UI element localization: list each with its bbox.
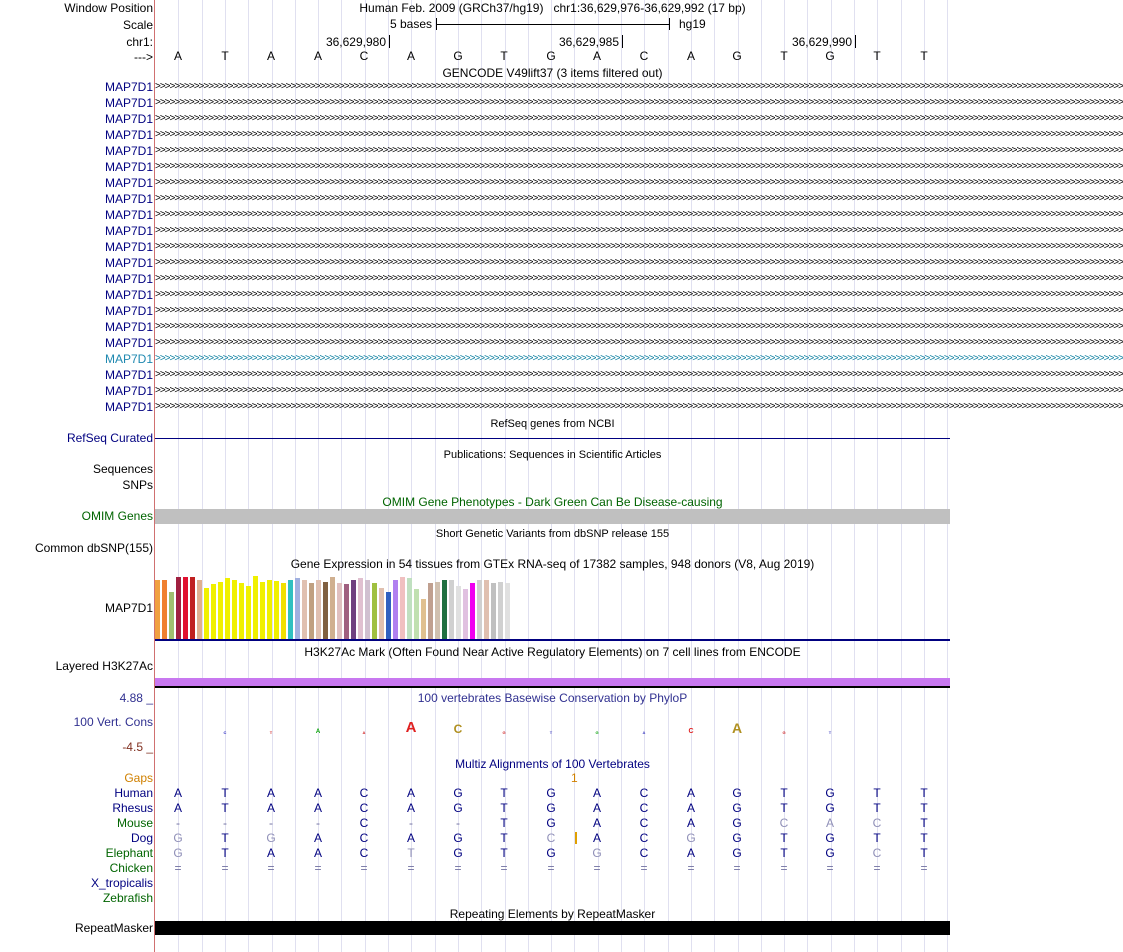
alignment-base: A xyxy=(686,816,695,830)
alignment-base: T xyxy=(780,831,788,845)
dbsnp-track-label[interactable]: Common dbSNP(155) xyxy=(34,541,153,555)
gtex-tissue-bar[interactable] xyxy=(190,577,195,639)
species-label[interactable]: Rhesus xyxy=(112,801,153,815)
gencode-transcript[interactable]: >>>>>>>>>>>>>>>>>>>>>>>>>>>>>>>>>>>>>>>>>>>>>>>>>>>>>>>>>>>>>>>>>>>>>>>>>>>>>>>>>>>>>>>>>>>>>>>>>>>>>>>>>>>>>>>>>>>>>>>>>>>>>>>>>>>>>>>>>>>>>>>>>>>>>>>>>>>>>>>>>>>>>>>>>>>>>>>>>>>>>>>>>>>>>>>>>>>>>>>> xyxy=(155,97,1123,108)
refseq-track-label[interactable]: RefSeq Curated xyxy=(66,431,153,445)
species-label[interactable]: Zebrafish xyxy=(102,891,153,905)
alignment-base: A xyxy=(173,786,182,800)
h3k27ac-baseline xyxy=(155,686,950,688)
phylop-track-title: 100 vertebrates Basewise Conservation by PhyloP xyxy=(417,691,688,705)
h3k27ac-track-label[interactable]: Layered H3K27Ac xyxy=(55,659,153,673)
gtex-tissue-bar[interactable] xyxy=(218,582,223,639)
gencode-item-label[interactable]: MAP7D1 xyxy=(104,80,153,94)
snps-track-label[interactable]: SNPs xyxy=(122,478,153,492)
alignment-base: = xyxy=(407,861,415,875)
gencode-item-label[interactable]: MAP7D1 xyxy=(104,160,153,174)
gencode-transcript[interactable]: >>>>>>>>>>>>>>>>>>>>>>>>>>>>>>>>>>>>>>>>>>>>>>>>>>>>>>>>>>>>>>>>>>>>>>>>>>>>>>>>>>>>>>>>>>>>>>>>>>>>>>>>>>>>>>>>>>>>>>>>>>>>>>>>>>>>>>>>>>>>>>>>>>>>>>>>>>>>>>>>>>>>>>>>>>>>>>>>>>>>>>>>>>>>>>>>>>>>>>>> xyxy=(155,289,1123,300)
alignment-base: = xyxy=(314,861,322,875)
dbsnp-track-title: Short Genetic Variants from dbSNP release 155 xyxy=(435,528,670,540)
alignment-base: C xyxy=(359,786,369,800)
alignment-base: C xyxy=(639,786,649,800)
alignment-base: G xyxy=(825,786,835,800)
alignment-base: A xyxy=(686,846,695,860)
gencode-item-label[interactable]: MAP7D1 xyxy=(104,336,153,350)
alignment-base: T xyxy=(780,786,788,800)
base-letter: C xyxy=(359,49,369,63)
alignment-base: C xyxy=(639,801,649,815)
alignment-base: = xyxy=(454,861,462,875)
alignment-base: A xyxy=(592,786,601,800)
alignment-base: A xyxy=(686,786,695,800)
phylop-track-label[interactable]: 100 Vert. Cons xyxy=(73,715,153,729)
base-letter: T xyxy=(500,49,508,63)
refseq-track-line xyxy=(155,438,950,439)
alignment-base: = xyxy=(780,861,788,875)
gencode-item-label[interactable]: MAP7D1 xyxy=(104,352,153,366)
alignment-base: G xyxy=(453,786,463,800)
logo-letter: C xyxy=(453,722,463,736)
repeatmasker-bar xyxy=(155,921,950,935)
gencode-item-label[interactable]: MAP7D1 xyxy=(104,400,153,414)
phylop-min-value: -4.5 _ xyxy=(122,740,153,754)
alignment-base: A xyxy=(686,801,695,815)
gencode-transcript[interactable]: >>>>>>>>>>>>>>>>>>>>>>>>>>>>>>>>>>>>>>>>>>>>>>>>>>>>>>>>>>>>>>>>>>>>>>>>>>>>>>>>>>>>>>>>>>>>>>>>>>>>>>>>>>>>>>>>>>>>>>>>>>>>>>>>>>>>>>>>>>>>>>>>>>>>>>>>>>>>>>>>>>>>>>>>>>>>>>>>>>>>>>>>>>>>>>>>>>>>>>>> xyxy=(155,129,1123,140)
gtex-tissue-bar[interactable] xyxy=(484,580,489,639)
gencode-item-label[interactable]: MAP7D1 xyxy=(104,96,153,110)
gtex-tissue-bar[interactable] xyxy=(197,580,202,639)
species-label[interactable]: X_tropicalis xyxy=(90,876,153,890)
strand-label: ---> xyxy=(134,50,153,64)
omim-track-bar xyxy=(155,509,950,524)
alignment-base: A xyxy=(592,801,601,815)
gencode-transcript[interactable]: >>>>>>>>>>>>>>>>>>>>>>>>>>>>>>>>>>>>>>>>>>>>>>>>>>>>>>>>>>>>>>>>>>>>>>>>>>>>>>>>>>>>>>>>>>>>>>>>>>>>>>>>>>>>>>>>>>>>>>>>>>>>>>>>>>>>>>>>>>>>>>>>>>>>>>>>>>>>>>>>>>>>>>>>>>>>>>>>>>>>>>>>>>>>>>>>>>>>>>>> xyxy=(155,257,1123,268)
gtex-tissue-bar[interactable] xyxy=(393,580,398,639)
gencode-item-label[interactable]: MAP7D1 xyxy=(104,112,153,126)
alignment-base: A xyxy=(313,831,322,845)
gtex-tissue-bar[interactable] xyxy=(498,582,503,639)
species-label[interactable]: Elephant xyxy=(105,846,153,860)
alignment-base: C xyxy=(359,831,369,845)
base-letter: A xyxy=(173,49,182,63)
gtex-tissue-bar[interactable] xyxy=(400,577,405,639)
multiz-track-title: Multiz Alignments of 100 Vertebrates xyxy=(455,757,650,771)
alignment-base: A xyxy=(266,801,275,815)
repeatmasker-track-label[interactable]: RepeatMasker xyxy=(74,921,153,935)
gtex-baseline xyxy=(155,639,950,641)
refseq-track-title: RefSeq genes from NCBI xyxy=(490,418,615,430)
alignment-base: G xyxy=(173,846,183,860)
gtex-tissue-bar[interactable] xyxy=(246,586,251,639)
gtex-track-label[interactable]: MAP7D1 xyxy=(104,601,153,615)
alignment-base: T xyxy=(920,786,928,800)
alignment-base: = xyxy=(500,861,508,875)
gencode-item-label[interactable]: MAP7D1 xyxy=(104,288,153,302)
alignment-base: G xyxy=(732,801,742,815)
gtex-tissue-bar[interactable] xyxy=(365,580,370,639)
alignment-base: T xyxy=(221,831,229,845)
scale-db: hg19 xyxy=(679,17,706,31)
alignment-base: - xyxy=(316,816,320,830)
alignment-base: G xyxy=(266,831,276,845)
coord-tick-label: 36,629,990 xyxy=(791,35,852,49)
base-letter: A xyxy=(313,49,322,63)
species-label[interactable]: Mouse xyxy=(116,816,153,830)
alignment-base: = xyxy=(221,861,229,875)
gtex-tissue-bar[interactable] xyxy=(379,588,384,639)
alignment-base: C xyxy=(872,816,882,830)
alignment-base: T xyxy=(873,831,881,845)
gtex-tissue-bar[interactable] xyxy=(456,586,461,639)
gencode-transcript[interactable]: >>>>>>>>>>>>>>>>>>>>>>>>>>>>>>>>>>>>>>>>>>>>>>>>>>>>>>>>>>>>>>>>>>>>>>>>>>>>>>>>>>>>>>>>>>>>>>>>>>>>>>>>>>>>>>>>>>>>>>>>>>>>>>>>>>>>>>>>>>>>>>>>>>>>>>>>>>>>>>>>>>>>>>>>>>>>>>>>>>>>>>>>>>>>>>>>>>>>>>>> xyxy=(155,369,1123,380)
gap-marker: 1 xyxy=(571,771,578,785)
alignment-base: G xyxy=(453,831,463,845)
alignment-base: T xyxy=(873,786,881,800)
alignment-base: - xyxy=(456,816,460,830)
alignment-base: G xyxy=(732,831,742,845)
alignment-base: = xyxy=(174,861,182,875)
alignment-base: T xyxy=(500,846,508,860)
gtex-tissue-bar[interactable] xyxy=(442,580,447,639)
gtex-tissue-bar[interactable] xyxy=(204,588,209,639)
alignment-base: A xyxy=(173,801,182,815)
gencode-transcript[interactable]: >>>>>>>>>>>>>>>>>>>>>>>>>>>>>>>>>>>>>>>>>>>>>>>>>>>>>>>>>>>>>>>>>>>>>>>>>>>>>>>>>>>>>>>>>>>>>>>>>>>>>>>>>>>>>>>>>>>>>>>>>>>>>>>>>>>>>>>>>>>>>>>>>>>>>>>>>>>>>>>>>>>>>>>>>>>>>>>>>>>>>>>>>>>>>>>>>>>>>>>> xyxy=(155,353,1123,364)
species-label[interactable]: Human xyxy=(114,786,153,800)
logo-letter: A xyxy=(362,730,366,735)
gencode-item-label[interactable]: MAP7D1 xyxy=(104,176,153,190)
gencode-track-title: GENCODE V49lift37 (3 items filtered out) xyxy=(442,66,663,80)
alignment-base: T xyxy=(920,846,928,860)
alignment-base: - xyxy=(409,816,413,830)
alignment-base: T xyxy=(221,786,229,800)
alignment-base: A xyxy=(313,786,322,800)
base-letter: T xyxy=(873,49,881,63)
position-range: chr1:36,629,976-36,629,992 (17 bp) xyxy=(553,1,746,15)
alignment-base: = xyxy=(873,861,881,875)
gencode-transcript[interactable]: >>>>>>>>>>>>>>>>>>>>>>>>>>>>>>>>>>>>>>>>>>>>>>>>>>>>>>>>>>>>>>>>>>>>>>>>>>>>>>>>>>>>>>>>>>>>>>>>>>>>>>>>>>>>>>>>>>>>>>>>>>>>>>>>>>>>>>>>>>>>>>>>>>>>>>>>>>>>>>>>>>>>>>>>>>>>>>>>>>>>>>>>>>>>>>>>>>>>>>>> xyxy=(155,145,1123,156)
alignment-base: C xyxy=(639,816,649,830)
logo-letter: T xyxy=(828,730,832,735)
base-letter: G xyxy=(546,49,556,63)
gtex-tissue-bar[interactable] xyxy=(295,578,300,639)
alignment-base: A xyxy=(266,786,275,800)
pubs-track-title: Publications: Sequences in Scientific Articles xyxy=(443,449,662,461)
logo-letter: G xyxy=(782,730,786,735)
gtex-tissue-bar[interactable] xyxy=(281,583,286,639)
logo-letter: C xyxy=(688,728,694,735)
alignment-base: T xyxy=(500,816,508,830)
base-letter: T xyxy=(920,49,928,63)
alignment-base: G xyxy=(592,846,602,860)
omim-track-title: OMIM Gene Phenotypes - Dark Green Can Be Disease-causing xyxy=(382,495,723,509)
alignment-base: = xyxy=(640,861,648,875)
gtex-tissue-bar[interactable] xyxy=(309,583,314,639)
logo-letter: A xyxy=(405,719,417,736)
logo-letter: C xyxy=(223,730,227,735)
alignment-base: A xyxy=(592,831,601,845)
assembly-name: Human Feb. 2009 (GRCh37/hg19) xyxy=(359,1,544,15)
alignment-base: - xyxy=(176,816,180,830)
gtex-tissue-bar[interactable] xyxy=(407,578,412,639)
alignment-base: G xyxy=(732,786,742,800)
gencode-transcript[interactable]: >>>>>>>>>>>>>>>>>>>>>>>>>>>>>>>>>>>>>>>>>>>>>>>>>>>>>>>>>>>>>>>>>>>>>>>>>>>>>>>>>>>>>>>>>>>>>>>>>>>>>>>>>>>>>>>>>>>>>>>>>>>>>>>>>>>>>>>>>>>>>>>>>>>>>>>>>>>>>>>>>>>>>>>>>>>>>>>>>>>>>>>>>>>>>>>>>>>>>>>> xyxy=(155,401,1123,412)
gtex-track-title: Gene Expression in 54 tissues from GTEx RNA-seq of 17382 samples, 948 donors (V8, Aug 2019) xyxy=(290,557,815,571)
alignment-base: A xyxy=(266,846,275,860)
phylop-max-value: 4.88 _ xyxy=(119,691,153,705)
position-title xyxy=(155,1,950,15)
alignment-base: - xyxy=(269,816,273,830)
alignment-base: G xyxy=(546,801,556,815)
gtex-tissue-bar[interactable] xyxy=(477,580,482,639)
gencode-item-label[interactable]: MAP7D1 xyxy=(104,208,153,222)
alignment-base: = xyxy=(267,861,275,875)
alignment-base: G xyxy=(453,801,463,815)
gtex-tissue-bar[interactable] xyxy=(414,589,419,639)
alignment-base: C xyxy=(872,846,882,860)
alignment-base: = xyxy=(547,861,555,875)
alignment-base: T xyxy=(920,801,928,815)
coord-tick-label: 36,629,985 xyxy=(558,35,619,49)
gtex-tissue-bar[interactable] xyxy=(183,577,188,639)
gtex-tissue-bar[interactable] xyxy=(505,583,510,639)
gencode-item-label[interactable]: MAP7D1 xyxy=(104,144,153,158)
chrom-label: chr1: xyxy=(126,35,153,49)
alignment-base: G xyxy=(546,846,556,860)
alignment-base: A xyxy=(592,816,601,830)
alignment-base: A xyxy=(825,816,834,830)
gtex-tissue-bar[interactable] xyxy=(463,589,468,639)
alignment-base: C xyxy=(779,816,789,830)
alignment-base: A xyxy=(406,801,415,815)
h3k27ac-track-title: H3K27Ac Mark (Often Found Near Active Regulatory Elements) on 7 cell lines from ENCODE xyxy=(304,645,801,659)
gtex-tissue-bar[interactable] xyxy=(330,577,335,639)
alignment-base: G xyxy=(546,816,556,830)
alignment-base: A xyxy=(406,786,415,800)
base-letter: A xyxy=(686,49,695,63)
gtex-tissue-bar[interactable] xyxy=(239,583,244,639)
gencode-transcript[interactable]: >>>>>>>>>>>>>>>>>>>>>>>>>>>>>>>>>>>>>>>>>>>>>>>>>>>>>>>>>>>>>>>>>>>>>>>>>>>>>>>>>>>>>>>>>>>>>>>>>>>>>>>>>>>>>>>>>>>>>>>>>>>>>>>>>>>>>>>>>>>>>>>>>>>>>>>>>>>>>>>>>>>>>>>>>>>>>>>>>>>>>>>>>>>>>>>>>>>>>>>> xyxy=(155,385,1123,396)
h3k27ac-signal xyxy=(155,678,950,686)
gtex-tissue-bar[interactable] xyxy=(358,578,363,639)
base-letter: T xyxy=(780,49,788,63)
alignment-base: G xyxy=(732,846,742,860)
alignment-base: G xyxy=(825,846,835,860)
gencode-transcript[interactable]: >>>>>>>>>>>>>>>>>>>>>>>>>>>>>>>>>>>>>>>>>>>>>>>>>>>>>>>>>>>>>>>>>>>>>>>>>>>>>>>>>>>>>>>>>>>>>>>>>>>>>>>>>>>>>>>>>>>>>>>>>>>>>>>>>>>>>>>>>>>>>>>>>>>>>>>>>>>>>>>>>>>>>>>>>>>>>>>>>>>>>>>>>>>>>>>>>>>>>>>> xyxy=(155,113,1123,124)
logo-letter: A xyxy=(642,730,646,735)
alignment-base: - xyxy=(223,816,227,830)
gencode-transcript[interactable]: >>>>>>>>>>>>>>>>>>>>>>>>>>>>>>>>>>>>>>>>>>>>>>>>>>>>>>>>>>>>>>>>>>>>>>>>>>>>>>>>>>>>>>>>>>>>>>>>>>>>>>>>>>>>>>>>>>>>>>>>>>>>>>>>>>>>>>>>>>>>>>>>>>>>>>>>>>>>>>>>>>>>>>>>>>>>>>>>>>>>>>>>>>>>>>>>>>>>>>>> xyxy=(155,241,1123,252)
gencode-transcript[interactable]: >>>>>>>>>>>>>>>>>>>>>>>>>>>>>>>>>>>>>>>>>>>>>>>>>>>>>>>>>>>>>>>>>>>>>>>>>>>>>>>>>>>>>>>>>>>>>>>>>>>>>>>>>>>>>>>>>>>>>>>>>>>>>>>>>>>>>>>>>>>>>>>>>>>>>>>>>>>>>>>>>>>>>>>>>>>>>>>>>>>>>>>>>>>>>>>>>>>>>>>> xyxy=(155,161,1123,172)
window-position-label: Window Position xyxy=(64,1,153,15)
alignment-base: G xyxy=(173,831,183,845)
gtex-tissue-bar[interactable] xyxy=(435,582,440,639)
gtex-tissue-bar[interactable] xyxy=(344,584,349,639)
gtex-bar-chart[interactable] xyxy=(155,573,950,639)
gencode-transcript[interactable]: >>>>>>>>>>>>>>>>>>>>>>>>>>>>>>>>>>>>>>>>>>>>>>>>>>>>>>>>>>>>>>>>>>>>>>>>>>>>>>>>>>>>>>>>>>>>>>>>>>>>>>>>>>>>>>>>>>>>>>>>>>>>>>>>>>>>>>>>>>>>>>>>>>>>>>>>>>>>>>>>>>>>>>>>>>>>>>>>>>>>>>>>>>>>>>>>>>>>>>>> xyxy=(155,337,1123,348)
species-label[interactable]: Dog xyxy=(130,831,153,845)
base-letter: G xyxy=(825,49,835,63)
gtex-tissue-bar[interactable] xyxy=(351,580,356,639)
base-letter: G xyxy=(732,49,742,63)
alignment-base: G xyxy=(825,831,835,845)
alignment-base: G xyxy=(546,786,556,800)
gtex-tissue-bar[interactable] xyxy=(491,583,496,639)
logo-letter: T xyxy=(269,730,273,735)
gtex-tissue-bar[interactable] xyxy=(274,581,279,639)
gtex-tissue-bar[interactable] xyxy=(428,583,433,639)
gencode-transcript[interactable]: >>>>>>>>>>>>>>>>>>>>>>>>>>>>>>>>>>>>>>>>>>>>>>>>>>>>>>>>>>>>>>>>>>>>>>>>>>>>>>>>>>>>>>>>>>>>>>>>>>>>>>>>>>>>>>>>>>>>>>>>>>>>>>>>>>>>>>>>>>>>>>>>>>>>>>>>>>>>>>>>>>>>>>>>>>>>>>>>>>>>>>>>>>>>>>>>>>>>>>>> xyxy=(155,177,1123,188)
logo-letter: A xyxy=(315,729,321,735)
gencode-transcript[interactable]: >>>>>>>>>>>>>>>>>>>>>>>>>>>>>>>>>>>>>>>>>>>>>>>>>>>>>>>>>>>>>>>>>>>>>>>>>>>>>>>>>>>>>>>>>>>>>>>>>>>>>>>>>>>>>>>>>>>>>>>>>>>>>>>>>>>>>>>>>>>>>>>>>>>>>>>>>>>>>>>>>>>>>>>>>>>>>>>>>>>>>>>>>>>>>>>>>>>>>>>> xyxy=(155,273,1123,284)
gtex-tissue-bar[interactable] xyxy=(302,580,307,639)
alignment-base: T xyxy=(407,846,415,860)
gencode-item-label[interactable]: MAP7D1 xyxy=(104,368,153,382)
gencode-item-label[interactable]: MAP7D1 xyxy=(104,128,153,142)
alignment-base: T xyxy=(780,846,788,860)
logo-letter: T xyxy=(549,730,553,735)
gencode-transcript[interactable]: >>>>>>>>>>>>>>>>>>>>>>>>>>>>>>>>>>>>>>>>>>>>>>>>>>>>>>>>>>>>>>>>>>>>>>>>>>>>>>>>>>>>>>>>>>>>>>>>>>>>>>>>>>>>>>>>>>>>>>>>>>>>>>>>>>>>>>>>>>>>>>>>>>>>>>>>>>>>>>>>>>>>>>>>>>>>>>>>>>>>>>>>>>>>>>>>>>>>>>>> xyxy=(155,209,1123,220)
alignment-base: G xyxy=(686,831,696,845)
gencode-item-label[interactable]: MAP7D1 xyxy=(104,320,153,334)
alignment-base: T xyxy=(221,846,229,860)
gtex-tissue-bar[interactable] xyxy=(386,592,391,639)
alignment-base: C xyxy=(639,831,649,845)
gaps-label: Gaps xyxy=(124,771,153,785)
gencode-transcript[interactable]: >>>>>>>>>>>>>>>>>>>>>>>>>>>>>>>>>>>>>>>>>>>>>>>>>>>>>>>>>>>>>>>>>>>>>>>>>>>>>>>>>>>>>>>>>>>>>>>>>>>>>>>>>>>>>>>>>>>>>>>>>>>>>>>>>>>>>>>>>>>>>>>>>>>>>>>>>>>>>>>>>>>>>>>>>>>>>>>>>>>>>>>>>>>>>>>>>>>>>>>> xyxy=(155,305,1123,316)
gtex-tissue-bar[interactable] xyxy=(316,580,321,639)
gtex-tissue-bar[interactable] xyxy=(169,592,174,639)
alignment-base: C xyxy=(359,816,369,830)
alignment-base: C xyxy=(546,831,556,845)
alignment-base: T xyxy=(873,801,881,815)
gtex-tissue-bar[interactable] xyxy=(162,580,167,639)
alignment-base: T xyxy=(920,831,928,845)
scale-label: Scale xyxy=(122,18,153,32)
gencode-item-label[interactable]: MAP7D1 xyxy=(104,304,153,318)
gtex-tissue-bar[interactable] xyxy=(288,580,293,639)
gtex-tissue-bar[interactable] xyxy=(225,578,230,639)
alignment-base: C xyxy=(639,846,649,860)
base-letter: G xyxy=(453,49,463,63)
base-letter: T xyxy=(221,49,229,63)
scale-text: 5 bases xyxy=(389,17,432,31)
alignment-base: C xyxy=(359,801,369,815)
gtex-tissue-bar[interactable] xyxy=(470,583,475,639)
alignment-base: T xyxy=(221,801,229,815)
base-letter: C xyxy=(639,49,649,63)
base-letter: A xyxy=(266,49,275,63)
alignment-base: = xyxy=(920,861,928,875)
gencode-item-label[interactable]: MAP7D1 xyxy=(104,240,153,254)
gencode-item-label[interactable]: MAP7D1 xyxy=(104,256,153,270)
gencode-item-label[interactable]: MAP7D1 xyxy=(104,224,153,238)
alignment-base: A xyxy=(406,831,415,845)
base-letter: A xyxy=(406,49,415,63)
alignment-base: T xyxy=(780,801,788,815)
gtex-tissue-bar[interactable] xyxy=(260,582,265,639)
species-label[interactable]: Chicken xyxy=(109,861,153,875)
gencode-transcript[interactable]: >>>>>>>>>>>>>>>>>>>>>>>>>>>>>>>>>>>>>>>>>>>>>>>>>>>>>>>>>>>>>>>>>>>>>>>>>>>>>>>>>>>>>>>>>>>>>>>>>>>>>>>>>>>>>>>>>>>>>>>>>>>>>>>>>>>>>>>>>>>>>>>>>>>>>>>>>>>>>>>>>>>>>>>>>>>>>>>>>>>>>>>>>>>>>>>>>>>>>>>> xyxy=(155,225,1123,236)
gencode-item-label[interactable]: MAP7D1 xyxy=(104,272,153,286)
gtex-tissue-bar[interactable] xyxy=(449,580,454,639)
gtex-tissue-bar[interactable] xyxy=(421,599,426,639)
alignment-base: = xyxy=(687,861,695,875)
gtex-tissue-bar[interactable] xyxy=(337,583,342,639)
repeatmasker-track-title: Repeating Elements by RepeatMasker xyxy=(449,907,656,921)
gtex-tissue-bar[interactable] xyxy=(253,576,258,639)
gtex-tissue-bar[interactable] xyxy=(323,582,328,639)
logo-letter: G xyxy=(502,730,506,735)
gencode-transcript[interactable]: >>>>>>>>>>>>>>>>>>>>>>>>>>>>>>>>>>>>>>>>>>>>>>>>>>>>>>>>>>>>>>>>>>>>>>>>>>>>>>>>>>>>>>>>>>>>>>>>>>>>>>>>>>>>>>>>>>>>>>>>>>>>>>>>>>>>>>>>>>>>>>>>>>>>>>>>>>>>>>>>>>>>>>>>>>>>>>>>>>>>>>>>>>>>>>>>>>>>>>>> xyxy=(155,193,1123,204)
alignment-base: A xyxy=(313,846,322,860)
gtex-tissue-bar[interactable] xyxy=(372,583,377,639)
alignment-base: G xyxy=(453,846,463,860)
alignment-base: T xyxy=(500,831,508,845)
alignment-base: = xyxy=(360,861,368,875)
alignment-base: = xyxy=(733,861,741,875)
alignment-base: C xyxy=(359,846,369,860)
coord-tick-label: 36,629,980 xyxy=(325,35,386,49)
logo-letter: G xyxy=(595,730,599,735)
gtex-tissue-bar[interactable] xyxy=(155,580,160,639)
alignment-base: G xyxy=(732,816,742,830)
omim-track-label[interactable]: OMIM Genes xyxy=(81,509,153,523)
gencode-transcript[interactable]: >>>>>>>>>>>>>>>>>>>>>>>>>>>>>>>>>>>>>>>>>>>>>>>>>>>>>>>>>>>>>>>>>>>>>>>>>>>>>>>>>>>>>>>>>>>>>>>>>>>>>>>>>>>>>>>>>>>>>>>>>>>>>>>>>>>>>>>>>>>>>>>>>>>>>>>>>>>>>>>>>>>>>>>>>>>>>>>>>>>>>>>>>>>>>>>>>>>>>>>> xyxy=(155,321,1123,332)
alignment-base: G xyxy=(825,801,835,815)
alignment-base: T xyxy=(500,801,508,815)
gencode-transcript[interactable]: >>>>>>>>>>>>>>>>>>>>>>>>>>>>>>>>>>>>>>>>>>>>>>>>>>>>>>>>>>>>>>>>>>>>>>>>>>>>>>>>>>>>>>>>>>>>>>>>>>>>>>>>>>>>>>>>>>>>>>>>>>>>>>>>>>>>>>>>>>>>>>>>>>>>>>>>>>>>>>>>>>>>>>>>>>>>>>>>>>>>>>>>>>>>>>>>>>>>>>>> xyxy=(155,81,1123,92)
alignment-base: = xyxy=(826,861,834,875)
alignment-base: T xyxy=(920,816,928,830)
gtex-tissue-bar[interactable] xyxy=(211,584,216,639)
alignment-base: A xyxy=(313,801,322,815)
gtex-tissue-bar[interactable] xyxy=(267,580,272,639)
gencode-item-label[interactable]: MAP7D1 xyxy=(104,192,153,206)
gtex-tissue-bar[interactable] xyxy=(176,577,181,639)
alignment-base: = xyxy=(593,861,601,875)
logo-letter: A xyxy=(731,720,743,736)
base-letter: A xyxy=(592,49,601,63)
pubs-track-label[interactable]: Sequences xyxy=(92,462,153,476)
alignment-base: T xyxy=(500,786,508,800)
gencode-item-label[interactable]: MAP7D1 xyxy=(104,384,153,398)
gtex-tissue-bar[interactable] xyxy=(232,580,237,639)
